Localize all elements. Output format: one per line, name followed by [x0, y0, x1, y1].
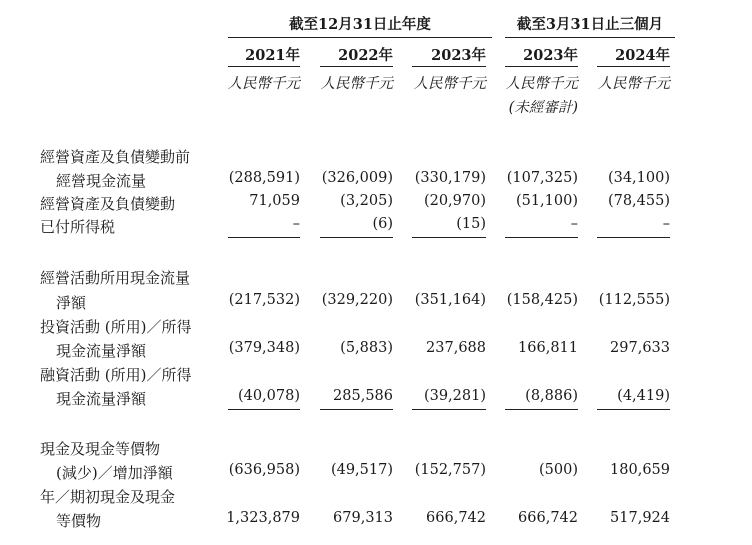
subtotal-rule-5: [597, 237, 670, 238]
col-year-5: 2024年: [615, 47, 670, 64]
row-label: 經營現金流量: [56, 172, 147, 190]
col-year-4: 2023年: [523, 47, 578, 64]
cell-value: 679,313: [333, 510, 393, 526]
cell-value: (152,757): [414, 462, 486, 478]
header-fy-group: 截至12月31日止年度: [289, 16, 431, 33]
col-note-4: (未經審計): [508, 100, 578, 116]
col-underline-1: [228, 66, 300, 67]
row-label: 年／期初現金及現金: [40, 488, 176, 506]
cell-value: (78,455): [607, 193, 670, 209]
col-underline-2: [320, 66, 393, 67]
subtotal-rule-2: [320, 237, 393, 238]
col-unit-3: 人民幣千元: [413, 76, 486, 92]
cell-value: (326,009): [321, 170, 393, 186]
subtotal-rule-4: [505, 237, 578, 238]
col-unit-1: 人民幣千元: [227, 76, 300, 92]
cell-value: (40,078): [237, 388, 300, 404]
total-rule-1: [228, 409, 300, 410]
total-rule-5: [597, 409, 670, 410]
cell-value: (217,532): [228, 292, 300, 308]
cell-value: (4,419): [617, 388, 670, 404]
cell-value: (15): [456, 216, 486, 232]
header-q1-underline: [505, 37, 675, 38]
col-unit-2: 人民幣千元: [320, 76, 393, 92]
col-underline-4: [505, 66, 578, 67]
cell-value: (3,205): [340, 193, 393, 209]
cell-value: 71,059: [249, 193, 300, 209]
header-fy-underline: [228, 37, 492, 38]
row-label: 經營資產及負債變動: [40, 195, 176, 213]
col-underline-3: [412, 66, 486, 67]
row-label: 投資活動 (所用)／所得: [40, 318, 192, 336]
cell-value: (379,348): [228, 340, 300, 356]
col-unit-4: 人民幣千元: [505, 76, 578, 92]
cell-value: (158,425): [506, 292, 578, 308]
cell-value: (112,555): [598, 292, 670, 308]
row-label: 等價物: [56, 512, 102, 530]
cell-value: 285,586: [333, 388, 393, 404]
cell-value: (49,517): [330, 462, 393, 478]
cell-value: (39,281): [423, 388, 486, 404]
total-rule-2: [320, 409, 393, 410]
cell-value: 180,659: [610, 462, 670, 478]
total-rule-4: [505, 409, 578, 410]
row-label: 現金流量淨額: [56, 390, 147, 408]
cell-value: (20,970): [423, 193, 486, 209]
cell-value: (51,100): [515, 193, 578, 209]
cell-value: 666,742: [518, 510, 578, 526]
cell-value: (34,100): [607, 170, 670, 186]
col-year-3: 2023年: [431, 47, 486, 64]
header-q1-group: 截至3月31日止三個月: [516, 16, 664, 33]
cell-value: (329,220): [321, 292, 393, 308]
cell-value: 166,811: [518, 340, 578, 356]
cell-value: (288,591): [228, 170, 300, 186]
cell-value: (5,883): [340, 340, 393, 356]
row-label: 現金及現金等價物: [40, 440, 161, 458]
cell-value: –: [570, 216, 578, 232]
row-label: 現金流量淨額: [56, 342, 147, 360]
col-underline-5: [597, 66, 670, 67]
cell-value: 297,633: [610, 340, 670, 356]
col-unit-5: 人民幣千元: [597, 76, 670, 92]
cell-value: 237,688: [426, 340, 486, 356]
row-label: 已付所得税: [40, 218, 116, 236]
row-label: (減少)／增加淨額: [56, 464, 173, 482]
cell-value: (330,179): [414, 170, 486, 186]
cell-value: 666,742: [426, 510, 486, 526]
row-label: 融資活動 (所用)／所得: [40, 366, 192, 384]
subtotal-rule-1: [228, 237, 300, 238]
row-label: 經營資產及負債變動前: [40, 148, 191, 166]
cell-value: (500): [539, 462, 578, 478]
cell-value: 517,924: [610, 510, 670, 526]
row-label: 淨額: [56, 294, 87, 312]
cell-value: (636,958): [228, 462, 300, 478]
subtotal-rule-3: [412, 237, 486, 238]
row-label: 經營活動所用現金流量: [40, 269, 191, 287]
col-year-2: 2022年: [338, 47, 393, 64]
cell-value: –: [662, 216, 670, 232]
cell-value: (8,886): [525, 388, 578, 404]
cell-value: (6): [372, 216, 393, 232]
cell-value: 1,323,879: [226, 510, 300, 526]
cell-value: (107,325): [506, 170, 578, 186]
col-year-1: 2021年: [245, 47, 300, 64]
cell-value: –: [292, 216, 300, 232]
total-rule-3: [412, 409, 486, 410]
cell-value: (351,164): [414, 292, 486, 308]
